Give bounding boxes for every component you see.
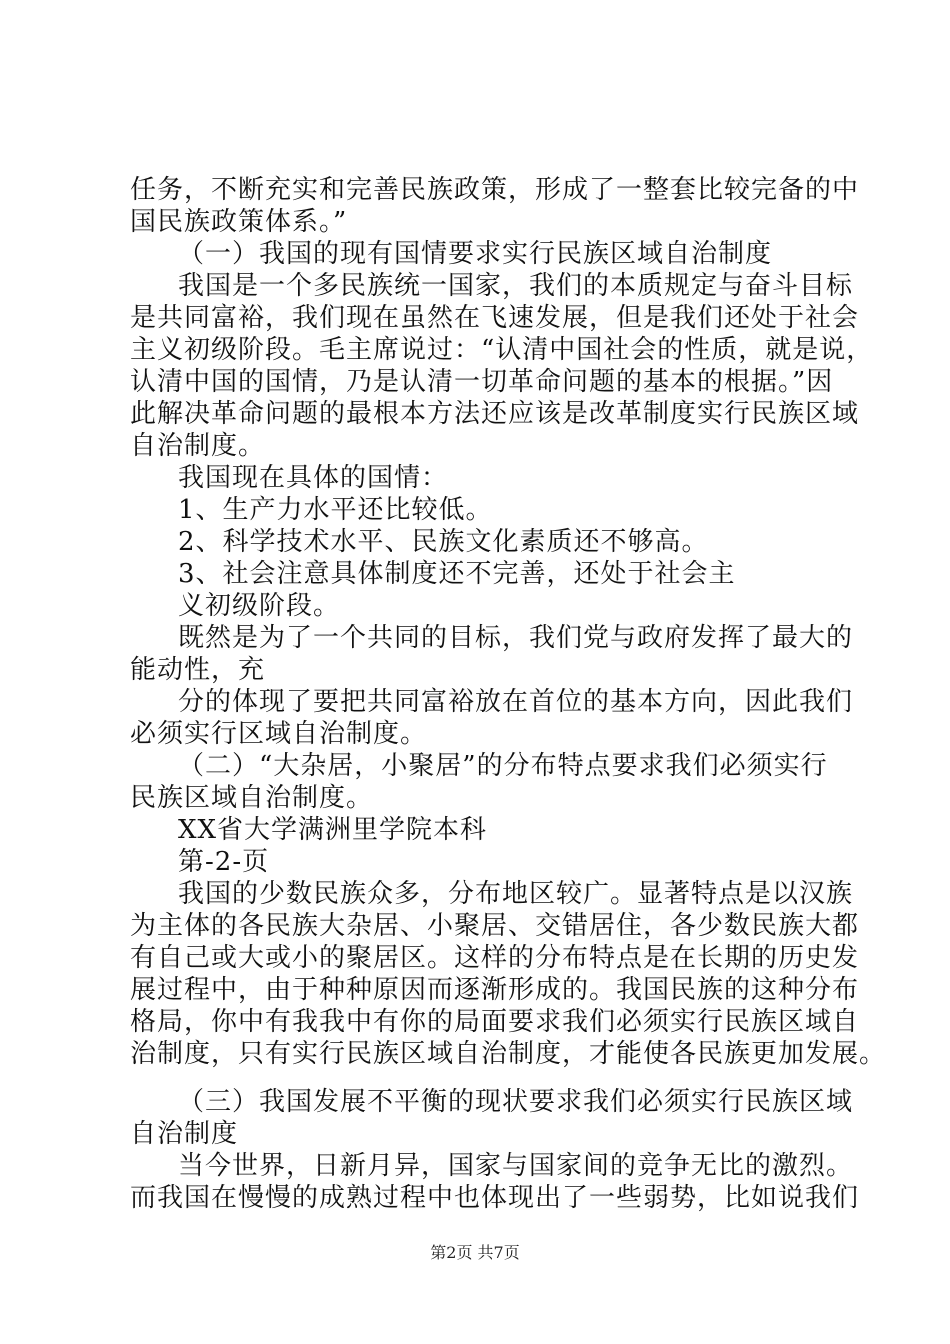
body-line: 主义初级阶段。毛主席说过：“认清中国社会的性质，就是说， xyxy=(130,335,874,365)
body-line: 我国是一个多民族统一国家，我们的本质规定与奋斗目标 xyxy=(178,271,854,301)
body-line: 分的体现了要把共同富裕放在首位的基本方向，因此我们 xyxy=(178,687,854,717)
body-line: 既然是为了一个共同的目标，我们党与政府发挥了最大的 xyxy=(178,623,854,653)
body-line: 为主体的各民族大杂居、小聚居、交错居住，各少数民族大都 xyxy=(130,911,860,941)
body-line: 是共同富裕，我们现在虽然在飞速发展，但是我们还处于社会 xyxy=(130,303,860,333)
body-line: 自治制度 xyxy=(130,1119,239,1149)
body-line: 治制度，只有实行民族区域自治制度，才能使各民族更加发展。 xyxy=(130,1039,887,1069)
body-line: 国民族政策体系。” xyxy=(130,207,348,237)
body-line: 而我国在慢慢的成熟过程中也体现出了一些弱势，比如说我们 xyxy=(130,1183,860,1213)
body-line: 必须实行区域自治制度。 xyxy=(130,719,428,749)
section-heading-3: （三）我国发展不平衡的现状要求我们必须实行民族区域 xyxy=(178,1087,854,1117)
body-line: 我国现在具体的国情： xyxy=(178,463,449,493)
body-line: 有自己或大或小的聚居区。这样的分布特点是在长期的历史发 xyxy=(130,943,860,973)
body-line: 格局，你中有我我中有你的局面要求我们必须实行民族区域自 xyxy=(130,1007,860,1037)
body-line: 认清中国的国情，乃是认清一切革命问题的基本的根据。”因 xyxy=(130,367,834,397)
section-heading-1: （一）我国的现有国情要求实行民族区域自治制度 xyxy=(178,239,773,269)
body-line: 自治制度。 xyxy=(130,431,266,461)
body-line: 展过程中，由于种种原因而逐渐形成的。我国民族的这种分布 xyxy=(130,975,860,1005)
body-line: 当今世界，日新月异，国家与国家间的竞争无比的激烈。 xyxy=(178,1151,854,1181)
body-line: 义初级阶段。 xyxy=(178,591,341,621)
body-line: 民族区域自治制度。 xyxy=(130,783,374,813)
list-item: 2、科学技术水平、民族文化素质还不够高。 xyxy=(178,527,709,557)
list-item: 3、社会注意具体制度还不完善，还处于社会主 xyxy=(178,559,736,589)
page-marker: 第-2-页 xyxy=(178,847,270,877)
page-footer: 第2页 共7页 xyxy=(430,1243,520,1262)
header-note: XX省大学满洲里学院本科 xyxy=(178,815,488,845)
body-line: 任务，不断充实和完善民族政策，形成了一整套比较完备的中 xyxy=(130,175,860,205)
body-line: 我国的少数民族众多，分布地区较广。显著特点是以汉族 xyxy=(178,879,854,909)
body-line: 此解决革命问题的最根本方法还应该是改革制度实行民族区域 xyxy=(130,399,860,429)
list-item: 1、生产力水平还比较低。 xyxy=(178,495,493,525)
section-heading-2: （二）“大杂居，小聚居”的分布特点要求我们必须实行 xyxy=(178,751,828,781)
body-line: 能动性，充 xyxy=(130,655,266,685)
